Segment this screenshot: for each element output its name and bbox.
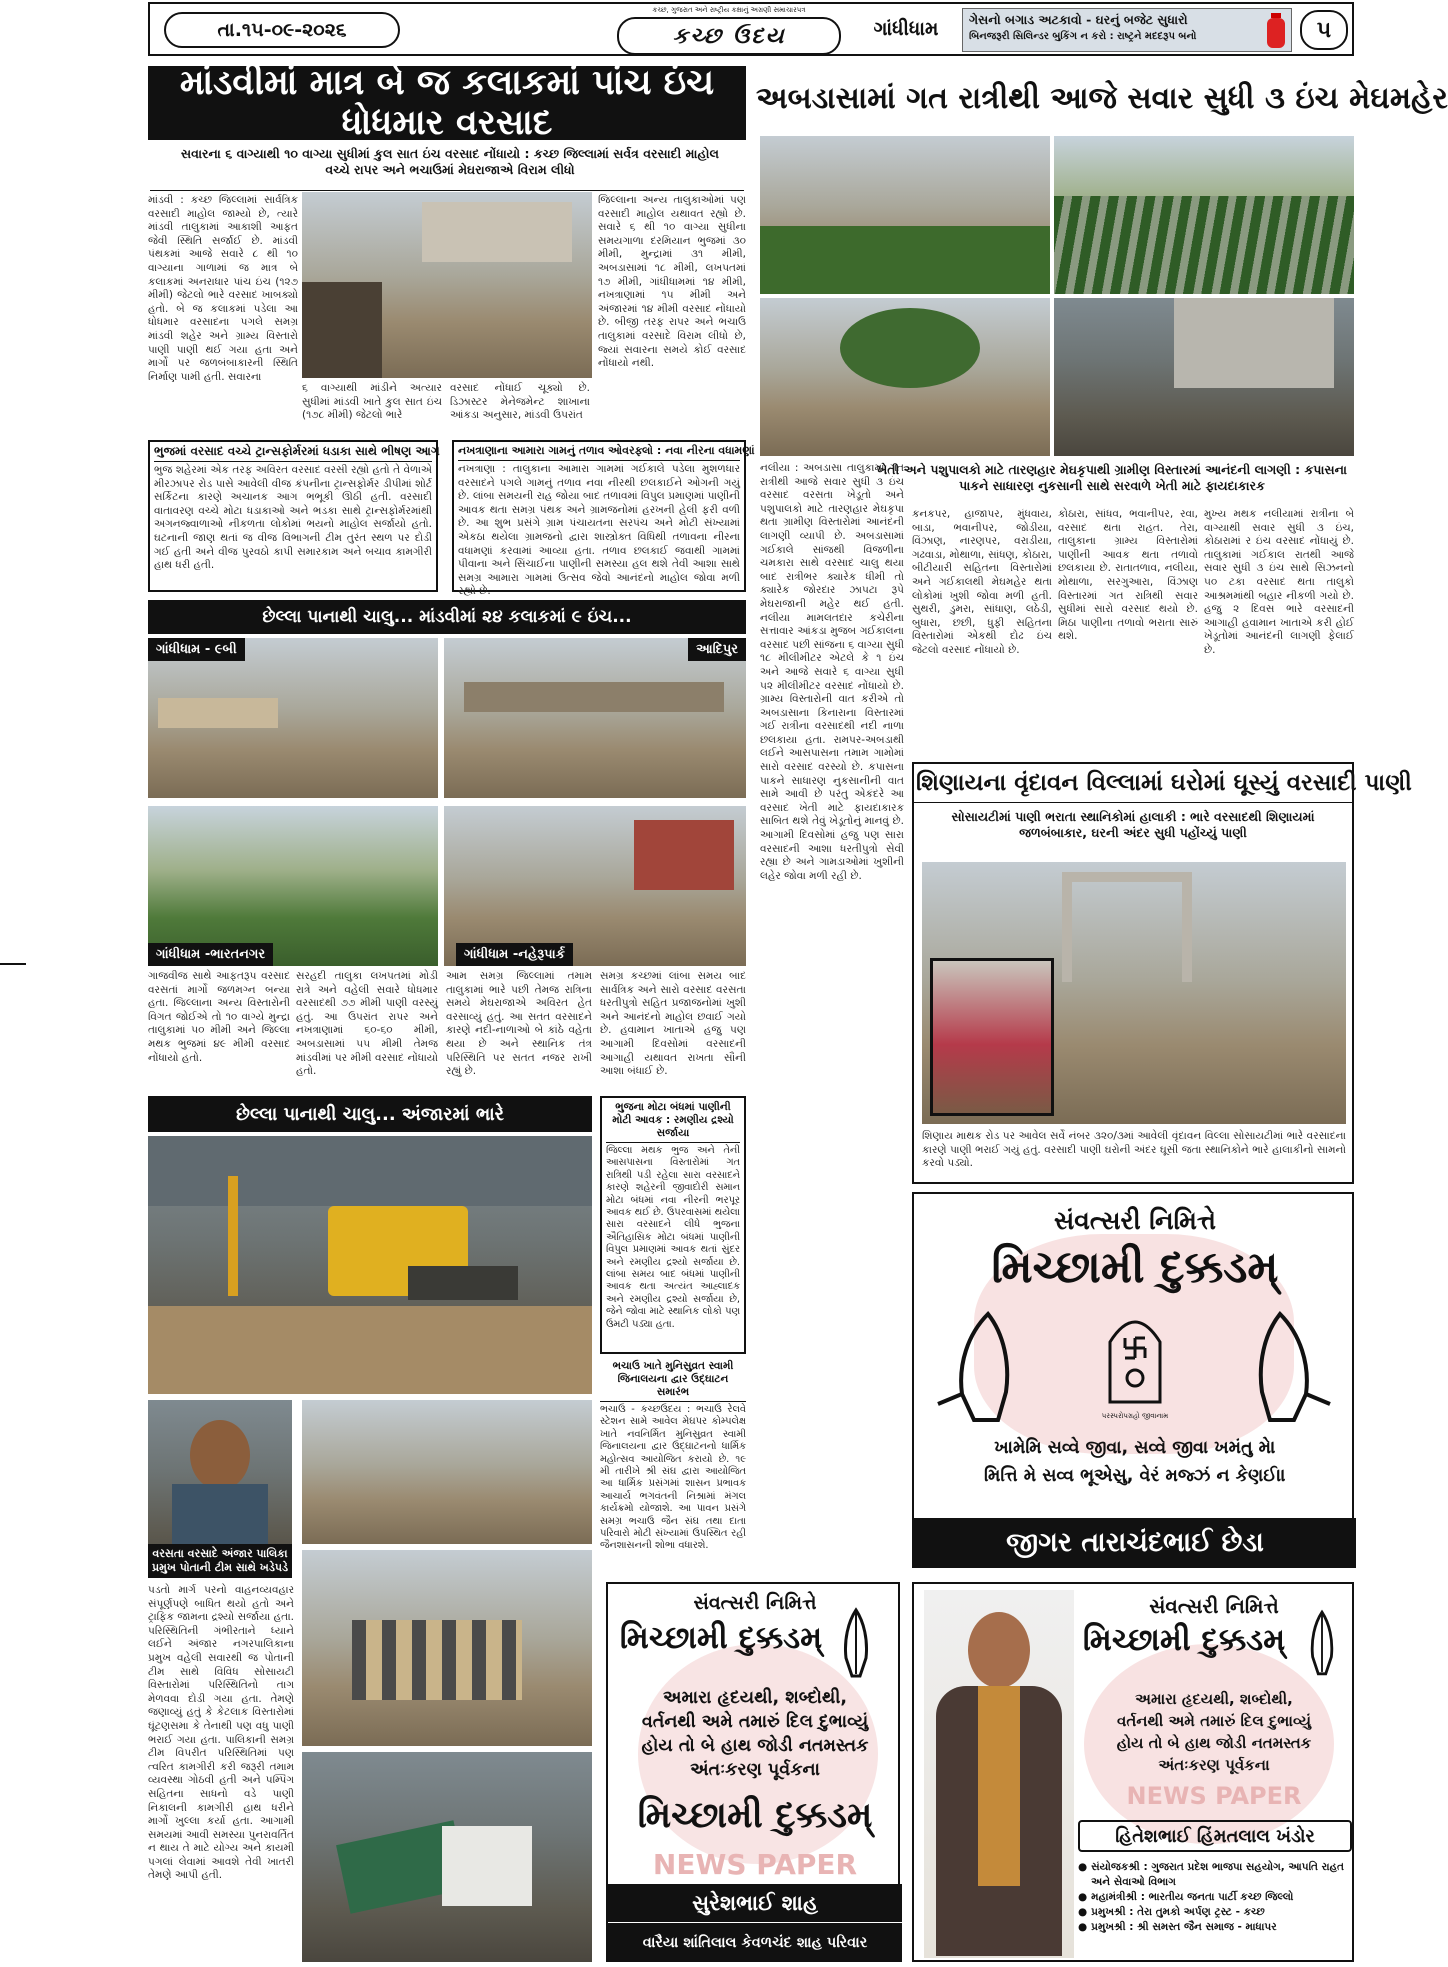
- gandhidham-9b-caption: ગાંધીધામ - ૯બી: [148, 638, 245, 661]
- ad-hitesh-title: મિચ્છામી દુક્કડમ્: [1082, 1622, 1286, 1658]
- mandvi-cont-col1: ગાજવીજ સાથે આફતરૂપ વરસાદ વરસતાં માર્ગો જળમગ્ન બન્યા હતા. જિલ્લાના અન્ય વિસ્તારોની વિગત જોઈએ તો ૧૦ વાગ્યે મુન્દ્રા તાલુકામાં ૫૦ મીમી અને જિલ્લા મથક ભુજમાં ૪૯ મીમી વરસાદ નોંધાયો હતો.: [148, 970, 290, 1064]
- tagline: કચ્છ, ગુજરાત અને રાષ્ટ્રીય કક્ષાનું અગ્રણી સમાચારપત્ર: [652, 6, 806, 14]
- bhachau-headline: ભચાઉ ખાતે મુનિસુવ્રત સ્વામી જિનાલયના દ્વાર ઉદ્ઘાટન સમારંભ: [600, 1360, 746, 1402]
- abdasa-col1: નલીયા : અબડાસા તાલુકામાં ગત રાત્રીથી આજે સવાર સુધી ૩ ઇંચ વરસાદ વરસતા ખેડૂતો અને પશુપાલકો માટે તારણહાર મેઘકૃપા થતા ગ્રામીણ વિસ્તારોમાં આનંદની લાગણી વ્યાપી છે. અબડાસામાં ગઈકાલે સાંજથી વિજળીના ચમકારા સાથે વરસાદ ચાલુ થયા બાદ રાત્રીભર ક્યારેક ધીમી તો ક્યારેક જોરદાર ઝાપટા રૂપે મેઘરાજાની મહેર થઈ હતી. નલીયા મામલતદાર કચેરીના સત્તાવાર આંકડા મુજબ ગઈકાલના વરસાદ પછી સાંજના ૬ વાગ્યા સુધી ૧૮ મીલીમીટર એટલે કે ૧ ઇંચ અને આજે સવારે ૬ વાગ્યા સુધી ૫૨ મીલીમીટર વરસાદ નોંધાયો છે. ગ્રામ્ય વિસ્તારોની વાત કરીએ તો અબડાસાના કિનારાના વિસ્તારમાં ગઈ રાત્રીના વરસાદથી નદી નાળા છલકાયા હતા. રામપર-અબડાથી લઈને આસપાસના તમામ ગામોમાં સારો વરસાદ વરસ્યો છે. કપાસના પાકને સાધારણ નુકસાનીની વાત સામે આવી છે પરંતુ એકંદરે આ વરસાદ ખેતી માટે ફાયદાકારક સાબિત થશે તેવું ખેડૂતોનું માનવું છે. આગામી દિવસોમાં હજુ પણ સારા વરસાદની આશા ધરતીપુત્રો સેવી રહ્યા છે અને ગામડાઓમાં ખુશીની લહેર જોવા મળી રહી છે.: [760, 462, 904, 882]
- shinay-story: [912, 762, 1412, 1184]
- bhuj-fire-headline: ભુજમાં વરસાદ વચ્ચે ટ્રાન્સફોર્મરમાં ધડાકા સાથે ભીષણ આગ: [154, 444, 432, 462]
- bhuj-dam-headline: ભુજના મોટા બંધમાં પાણીની મોટી આવક : રમણીય દ્રશ્યો સર્જાયા: [606, 1101, 740, 1143]
- emblem-caption: પરસ્પરોપગ્રહો જીવાનામ: [1101, 1412, 1169, 1420]
- ad-hitesh-khandor: સંવત્સરી નિમિત્તે મિચ્છામી દુક્કડમ્ અમારા હૃદયથી, શબ્દોથી, વર્તનથી અમે તમારું દિલ દુભાવ્યું હોય તો બે હાથ જોડી નતમસ્તક અંતઃકરણ પૂર્વકના NEWS PAPER હિતેશભાઈ હિંમતલાલ ખંડોર ● સંયોજકશ્રી : ગુજરાત પ્રદેશ ભાજપા સહયોગ, આપતિ રાહત અને સેવાઓ વિભાગ ● મહામંત્રીશ્રી : ભારતીય જનતા પાર્ટી કચ્છ જિલ્લો ● પ્રમુખશ્રી : તેરા તુમકો અર્પણ ટ્રસ્ટ - કચ્છ ● પ્રમુખશ્રી : શ્રી સમસ્ત જૈન સમાજ - માધાપર: [912, 1582, 1354, 1962]
- page-number: ૫: [1316, 17, 1332, 43]
- inset-photo: [930, 958, 1054, 1116]
- anjar-bulldozer-photo: [148, 1136, 592, 1394]
- anjar-team-photo: [302, 1550, 592, 1746]
- bharatnagar-photo: [148, 806, 438, 966]
- ad-jigar-title: મિચ્છામી દુક્કડમ્: [991, 1242, 1279, 1293]
- jain-emblem-icon: [1090, 1302, 1180, 1412]
- shinay-flood-photo: [922, 862, 1346, 1124]
- gas-cylinder-icon: [1265, 13, 1287, 49]
- mandvi-cont-col2: સરહદી તાલુકા લખપતમાં મોડી રાત્રે અને વહેલી સવારે ધોધમાર વરસાદથી ૭૭ મીમી પાણી વરસ્યું હતું. આ ઉપરાંત રાપર અને નખત્રાણામાં ૬૦-૬૦ મીમી, અબડાસામાં ૫૫ મીમી તેમજ માંડવીમાં પર મીમી વરસાદ નોંધાયો હતો.: [296, 970, 438, 1078]
- ad-suresh-family: વારૈયા શાંતિલાલ કેવળચંદ શાહ પરિવાર: [608, 1922, 902, 1962]
- nehrupark-caption: ગાંધીધામ -નહેરૂપાર્ક: [456, 943, 573, 966]
- header-ad: ગેસનો બગાડ અટકાવો - ઘરનું બજેટ સુધારો બિનજરૂરી સિલિન્ડર બુકિંગ ન કરો : રાષ્ટ્રને મદદરૂપ બનો: [962, 8, 1292, 52]
- bhuj-fire-story: [148, 440, 438, 592]
- abdasa-photo-river: [760, 136, 1050, 294]
- role-item: ● સંયોજકશ્રી : ગુજરાત પ્રદેશ ભાજપા સહયોગ, આપતિ રાહત અને સેવાઓ વિભાગ: [1078, 1861, 1345, 1888]
- continued-banner-anjar: છેલ્લા પાનાથી ચાલુ... અંજારમાં ભારે: [148, 1096, 592, 1132]
- mandvi-col2: જિલ્લાના અન્ય તાલુકાઓમાં પણ વરસાદી માહોલ યથાવત રહ્યો છે. સવારે ૬ થી ૧૦ વાગ્યા સુધીના સમયગાળા દરમિયાન ભુજમાં ૩૦ મીમી, મુન્દ્રામાં ૩૧ મીમી, અબડાસામાં ૧૮ મીમી, લખપતમાં ૧૭ મીમી, ગાંધીધામમાં ૧૪ મીમી, નખત્રાણામાં ૧૫ મીમી અને અંજારમાં ૧૪ મીમી વરસાદ નોંધાયો છે. બીજી તરફ રાપર અને ભચાઉ તાલુકામાં વરસાદે વિરામ લીધો છે, જ્યાં સવારના સમયે કોઈ વરસાદ નોંધાયો નથી.: [598, 194, 746, 370]
- role-item: ● પ્રમુખશ્રી : તેરા તુમકો અર્પણ ટ્રસ્ટ - કચ્છ: [1078, 1906, 1265, 1918]
- ad-hitesh-name: હિતેશભાઈ હિંમતલાલ ખંડોર: [1078, 1820, 1352, 1852]
- mandvi-cont-col3: આમ સમગ્ર જિલ્લામાં તમામ તાલુકામાં ભારે પછી તેમજ રાત્રિના સમયે મેઘરાજાએ અવિરત હેત વરસાવ્યું હતું. આ સતત વરસાદને કારણે નદી-નાળાઓ બે કાંઠે વહેતા થયા છે અને સ્થાનિક તંત્ર પરિસ્થિતિ પર સતત નજર રાખી રહ્યું છે.: [446, 970, 592, 1078]
- page-number-box: [1300, 10, 1348, 50]
- ad-suresh-shah: સંવત્સરી નિમિત્તે મિચ્છામી દુક્કડમ્ અમારા હૃદયથી, શબ્દોથી, વર્તનથી અમે તમારું દિલ દુભાવ્યું હોય તો બે હાથ જોડી નતમસ્તક અંતઃકરણ પૂર્વકના મિચ્છામી દુક્કડમ્ NEWS PAPER સુરેશભાઈ શાહ વારૈયા શાંતિલાલ કેવળચંદ શાહ પરિવાર: [606, 1582, 900, 1962]
- abdasa-photo-field: [1054, 136, 1354, 294]
- adipur-photo: [444, 638, 746, 798]
- bhuj-dam-body: જિલ્લા મથક ભુજ અને તેની આસપાસના વિસ્તારોમાં ગત રાત્રિથી પડી રહેલા સારા વરસાદને કારણે શહેરની જીવાદોરી સમાન મોટા બંધમાં નવા નીરની ભરપૂર આવક થઈ છે. ઉપરવાસમાં થયેલા સારા વરસાદને લીધે ભુજના ઐતિહાસિક મોટા બંધમાં પાણીની વિપુલ પ્રમાણમાં આવક થતાં સુંદર અને રમણીય દ્રશ્યો સર્જાયા છે. લાંબા સમય બાદ બંધમાં પાણીની આવક થતા અત્યંત આહ્લાદક અને રમણીય દ્રશ્યો સર્જાયા છે, જેને જોવા માટે સ્થાનિક લોકો પણ ઉમટી પડ્યા હતા.: [606, 1145, 740, 1330]
- abdasa-col2: કનકપર, હાજાપર, મુંધવાય, બાડા, ભવાનીપર, જોડીયા, વિંઝાણ, નારણપર, વરાડીયા, ગઢવાડા, મોથાળા, સાંધણ, કોઠારા, બીટીયારી સહિતના વિસ્તારોમાં અને ગઈકાલથી મેઘમહેર થતા લોકોમાં ખુશી જોવા મળી હતી. સુથરી, ડુમરા, સાંધાણ, લઠેડી, બુધારા, છછી, ધુફી સહિતના વિસ્તારોમાં એકથી દોઢ ઇંચ જેટલો વરસાદ નોંધાયો છે.: [912, 508, 1052, 656]
- newspaper-logo: કચ્છ ઉદય: [617, 17, 841, 55]
- bhachau-story: [600, 1360, 746, 1570]
- folded-hands-icon: [826, 1606, 886, 1680]
- mandvi-headline: માંડવીમાં માત્ર બે જ કલાકમાં પાંચ ઇંચ ધોધમાર વરસાદ: [148, 66, 746, 140]
- role-item: ● મહામંત્રીશ્રી : ભારતીય જનતા પાર્ટી કચ્છ જિલ્લો: [1078, 1891, 1294, 1903]
- date-box: [164, 12, 400, 48]
- bharatnagar-caption: ગાંધીધામ -ભારતનગર: [148, 943, 273, 966]
- continued-banner-mandvi: છેલ્લા પાનાથી ચાલુ... માંડવીમાં ૨૪ કલાકમાં ૯ ઇંચ...: [148, 600, 746, 634]
- hitesh-portrait: [924, 1590, 1074, 1958]
- edition-city: ગાંધીધામ: [873, 18, 939, 40]
- ad-jigar-name: જીગર તારાચંદભાઈ છેડા: [914, 1518, 1356, 1568]
- nakhatrana-body: નખત્રાણા : તાલુકાના આમારા ગામમાં ગઈકાલે પડેલા મુશળધાર વરસાદને પગલે ગામનું તળાવ નવા નીરથી છલકાઈને ઓગની ગયું છે. લાંબા સમયની રાહ જોયા બાદ તળાવમાં વિપુલ પ્રમાણમાં પાણીની આવક થતા સમગ્ર પંથક અને ગ્રામજનોમાં હરખની હેલી ફરી વળી છે. આ શુભ પ્રસંગે ગ્રામ પંચાયતના સરપંચ અને મોટી સંખ્યામાં એકઠા થયેલા ગ્રામજનો દ્વારા શાસ્ત્રોક્ત વિધિથી તળાવના નીરના વધામણાં કરવામાં આવ્યા હતા. તળાવ છલકાઈ જવાથી ગામમાં પીવાના અને સિંચાઈના પાણીની સમસ્યા હલ થશે તેવી આશા સાથે સમગ્ર આમારા ગામમાં ઉત્સવ જેવો આનંદનો માહોલ જોવા મળી રહ્યો છે.: [458, 463, 740, 598]
- folded-hands-icon: [1294, 1606, 1350, 1680]
- folded-hands-icon: [1240, 1304, 1340, 1424]
- nakhatrana-headline: નખત્રાણાના આમારા ગામનું તળાવ ઓવરફ્લો : નવા નીરના વધામણાં: [458, 444, 740, 461]
- bhuj-fire-body: ભુજ શહેરમાં એક તરફ અવિરત વરસાદ વરસી રહ્યો હતો તે વેળાએ મીરઝાપર રોડ પાસે આવેલી વીજ કંપનીના ટ્રાન્સફોર્મર ડીપીમાં શોર્ટ સર્કિટના કારણે અચાનક આગ ભભૂકી ઊઠી હતી. વરસાદી વાતાવરણ વચ્ચે મોટા ધડાકાઓ અને ભડકા સાથે ટ્રાન્સફોર્મરમાંથી અગનજ્વાળાઓ નીકળતા લોકોમાં ભયનો માહોલ સર્જાયો હતો. ઘટનાની જાણ થતાં જ વીજ વિભાગની ટીમ તુરંત સ્થળ પર દોડી ગઈ હતી અને વીજ પુરવઠો કાપી સમારકામ અને બચાવ કામગીરી હાથ ધરી હતી.: [154, 464, 432, 572]
- abdasa-col4: મુખ્ય મથક નલીયામાં રાત્રીના બે વાગ્યાથી સવાર સુધી ૩ ઇંચ, કોઠારામાં ર ઇંચ વરસાદ નોંધાયું છે. તાલુકામાં ગઈકાલ રાતથી આજે સવાર સુધી ૩ ઇંચ સાથે સિઝનનો ૫૦ ટકા વરસાદ થતા તાલુકો આશ્રમમાંથી બહાર નીકળી ગયો છે. હજુ ૨ દિવસ ભારે વરસાદની આગાહી હવામાન ખાતાએ કરી હોઈ ખેડૂતોમાં આનંદની લાગણી ફેલાઈ છે.: [1204, 508, 1354, 656]
- anjar-body: પડતો માર્ગ પરનો વાહનવ્યવહાર સંપૂર્ણપણે બાધિત થયો હતો અને ટ્રાફિક જામના દ્રશ્યો સર્જાયા હતા. પરિસ્થિતિની ગંભીરતાને ધ્યાને લઈને અંજાર નગરપાલિકાના પ્રમુખ વહેલી સવારથી જ પોતાની ટીમ સાથે વિવિધ સોસાયટી વિસ્તારોમાં પરિસ્થિતિનો તાગ મેળવવા દોડી ગયા હતા. તેમણે જણાવ્યું હતું કે કેટલાક વિસ્તારોમાં ઘૂંટણસમા કે તેનાથી પણ વધુ પાણી ભરાઈ ગયા હતા. પાલિકાની સમગ્ર ટીમ વિપરીત પરિસ્થિતિમાં પણ ત્વરિત કામગીરી કરી જરૂરી તમામ વ્યવસ્થા ગોઠવી હતી અને પમ્પિંગ સહિતના સાધનો વડે પાણી નિકાલની કામગીરી હાથ ધરીને માર્ગો ખુલ્લા કર્યા હતા. આગામી સમયમાં આવી સમસ્યા પુનરાવર્તિત ન થાય તે માટે યોગ્ય અને કાયમી પગલાં લેવામાં આવશે તેવી ખાતરી તેમણે આપી હતી.: [148, 1584, 294, 1882]
- abdasa-photo-road: [760, 298, 1050, 456]
- overturned-truck-photo: [302, 1752, 592, 1962]
- rule: [150, 190, 744, 191]
- nakhatrana-story: [452, 440, 755, 598]
- abdasa-subhead: ખેતી અને પશુપાલકો માટે તારણહાર મેઘકૃપાથી ગ્રામીણ વિસ્તારમાં આનંદની લાગણી : કપાસના પાકને સાધારણ નુકસાની સાથે સરવાળે ખેતી માટે ફાયદાકારક: [877, 462, 1347, 493]
- nehrupark-photo: [444, 806, 746, 966]
- ad-hitesh-roles: [1078, 1860, 1352, 1935]
- ad-suresh-title2: મિચ્છામી દુક્કડમ્: [637, 1794, 873, 1836]
- anjar-president-photo: [148, 1400, 292, 1578]
- mandvi-flood-photo: [302, 192, 592, 378]
- shloka: ખામેમિ સવ્વે જીવા, સવ્વે જીવા ખમંતુ મે। મિત્તિ મે સવ્વ ભૂએસુ, વેરં મજ્ઝં ન કેણઈ॥: [984, 1438, 1286, 1486]
- margin-rule: [0, 963, 26, 965]
- mandvi-subhead: સવારના ૬ વાગ્યાથી ૧૦ વાગ્યા સુધીમાં કુલ સાત ઇંચ વરસાદ નોંધાયો : કચ્છ જિલ્લામાં સર્વત્ર વરસાદી માહોલ વચ્ચે રાપર અને ભચાઉમાં મેઘરાજાએ વિરામ લીધો: [181, 146, 719, 177]
- masthead: [148, 2, 1354, 56]
- shinay-headline: શિણાયના વૃંદાવન વિલ્લામાં ઘરોમાં ઘૂસ્યું વરસાદી પાણી: [914, 764, 1352, 803]
- mandvi-under-photo-a: ૬ વાગ્યાથી માંડીને અત્યાર સુધીમાં માંડવી ખાતે કુલ સાત ઇંચ (૧૭૮ મીમી) જેટલો ભારે: [302, 382, 442, 422]
- abdasa-headline: અબડાસામાં ગત રાત્રીથી આજે સવાર સુધી ૩ ઇંચ મેઘમહેર: [756, 81, 1448, 116]
- ad-watermark-text: NEWS PAPER: [652, 1848, 858, 1881]
- anjar-road-photo-1: [302, 1400, 592, 1544]
- ad-jigar-chheda: સંવત્સરી નિમિત્તે મિચ્છામી દુક્કડમ્ પરસ્પરોપગ્રહો જીવાનામ ખામેમિ સવ્વે જીવા, સવ્વે જીવા ખમંતુ મે। મિત્તિ મે સવ્વ ભૂએસુ, વેરં મજ્ઝં ન કેણઈ॥ જીગર તારાચંદભાઈ છેડા: [912, 1192, 1354, 1568]
- role-item: ● પ્રમુખશ્રી : શ્રી સમસ્ત જૈન સમાજ - માધાપર: [1078, 1921, 1277, 1933]
- issue-date: તા.૧૫-૦૯-૨૦૨૬: [217, 19, 347, 41]
- folded-hands-icon: [928, 1304, 1028, 1424]
- ad-suresh-name: સુરેશભાઈ શાહ: [608, 1884, 902, 1922]
- gandhidham-9b-photo: [148, 638, 438, 798]
- mandvi-under-photo-b: વરસાદ નોંધાઈ ચૂક્યો છે. ડિઝાસ્ટર મેનેજમેન્ટ શાખાના આંકડા અનુસાર, માંડવી ઉપરાંત: [450, 382, 590, 422]
- shinay-caption: શિણાય માથક રોડ પર આવેલ સર્વે નંબર ૩૨૦/૩માં આવેલી વૃંદાવન વિલ્લા સોસાયટીમાં ભારે વરસાદના કારણે પાણી ભરાઈ ગયું હતું. વરસાદી પાણી ઘરોની અંદર ઘૂસી જતા સ્થાનિકોને ભારે હાલાકીનો સામનો કરવો પડ્યો.: [922, 1130, 1346, 1170]
- bhachau-body: ભચાઉ - કચ્છઉદય : ભચાઉ રેલવે સ્ટેશન સામે આવેલ મેઘપર કોમ્પલેક્ષ ખાતે નવનિર્મિત મુનિસુવ્રત સ્વામી જિનાલયના દ્વાર ઉદ્ઘાટનનો ધાર્મિક મહોત્સવ આયોજિત કરાયો છે. ૧૯ મી તારીખે શ્રી સંઘ દ્વારા આયોજિત આ ધાર્મિક પ્રસંગમાં શાસન પ્રભાવક આચાર્ય ભગવંતની નિશ્રામાં મંગલ કાર્યક્રમો યોજાશે. આ પાવન પ્રસંગે સમગ્ર ભચાઉ જૈન સંઘ તથા દાતા પરિવારો મોટી સંખ્યામાં ઉપસ્થિત રહી જૈનશાસનની શોભા વધારશે.: [600, 1404, 746, 1552]
- adipur-caption: આદિપુર: [688, 638, 746, 661]
- mandvi-cont-col4: સમગ્ર કચ્છમાં લાંબા સમય બાદ સાર્વત્રિક અને સારો વરસાદ વરસતા ધરતીપુત્રો સહિત પ્રજાજનોમાં ખુશી અને આનંદનો માહોલ છવાઈ ગયો છે. હવામાન ખાતાએ હજુ પણ આગામી દિવસોમાં વરસાદની આગાહી યથાવત રાખતા સૌની આશા બંધાઈ છે.: [600, 970, 746, 1078]
- ad-suresh-title: મિચ્છામી દુક્કડમ્: [619, 1620, 823, 1656]
- mandvi-col1: માંડવી : કચ્છ જિલ્લામાં સાર્વત્રિક વરસાદી માહોલ જામ્યો છે, ત્યારે માંડવી તાલુકામાં આકાશી આફત જેવી સ્થિતિ સર્જાઈ છે. માંડવી પંથકમાં આજે સવારે ૮ થી ૧૦ વાગ્યાના ગાળામાં જ માત્ર બે કલાકમાં અનરાધાર પાંચ ઇંચ (૧૨૭ મીમી) જેટલો ભારે વરસાદ ખાબક્યો હતો. બે જ કલાકમાં પડેલા આ ધોધમાર વરસાદના પગલે સમગ્ર માંડવી શહેર અને ગ્રામ્ય વિસ્તારો પાણી પાણી થઈ ગયા હતા અને માર્ગો પર જળબંબાકારની સ્થિતિ નિર્માણ પામી હતી. સવારના: [148, 194, 298, 383]
- shinay-subhead: સોસાયટીમાં પાણી ભરાતા સ્થાનિકોમાં હાલાકી : ભારે વરસાદથી શિણાયમાં જળબંબાકાર, ઘરની અંદર સુધી પહોંચ્યું પાણી: [951, 809, 1315, 840]
- bhuj-dam-story: [600, 1096, 746, 1354]
- abdasa-col3: કોઠારા, સાંધવ, ભવાનીપર, રવા, વરસાદ થતા રાહત. તેરા, તાલુકાના ગ્રામ્ય વિસ્તારોમાં પાણીની આવક થતા તળાવો છલકાયા છે. રાતાતળાવ, નલીયા, મોથાળા, સરગુઆરા, વિંઝાણ વિસ્તારમાં ગત રાત્રિથી સવાર સુધીમાં સારો વરસાદ થયો છે. મિઠા પાણીના તળાવો ભરાતા સારું થશે.: [1058, 508, 1198, 643]
- ad-watermark-text: NEWS PAPER: [1126, 1782, 1302, 1810]
- logo-block: [606, 6, 852, 54]
- anjar-president-caption: વરસતા વરસાદે અંજાર પાલિકા પ્રમુખ પોતાની ટીમ સાથે ખડેપડે: [148, 1544, 292, 1578]
- abdasa-photo-village: [1054, 298, 1354, 456]
